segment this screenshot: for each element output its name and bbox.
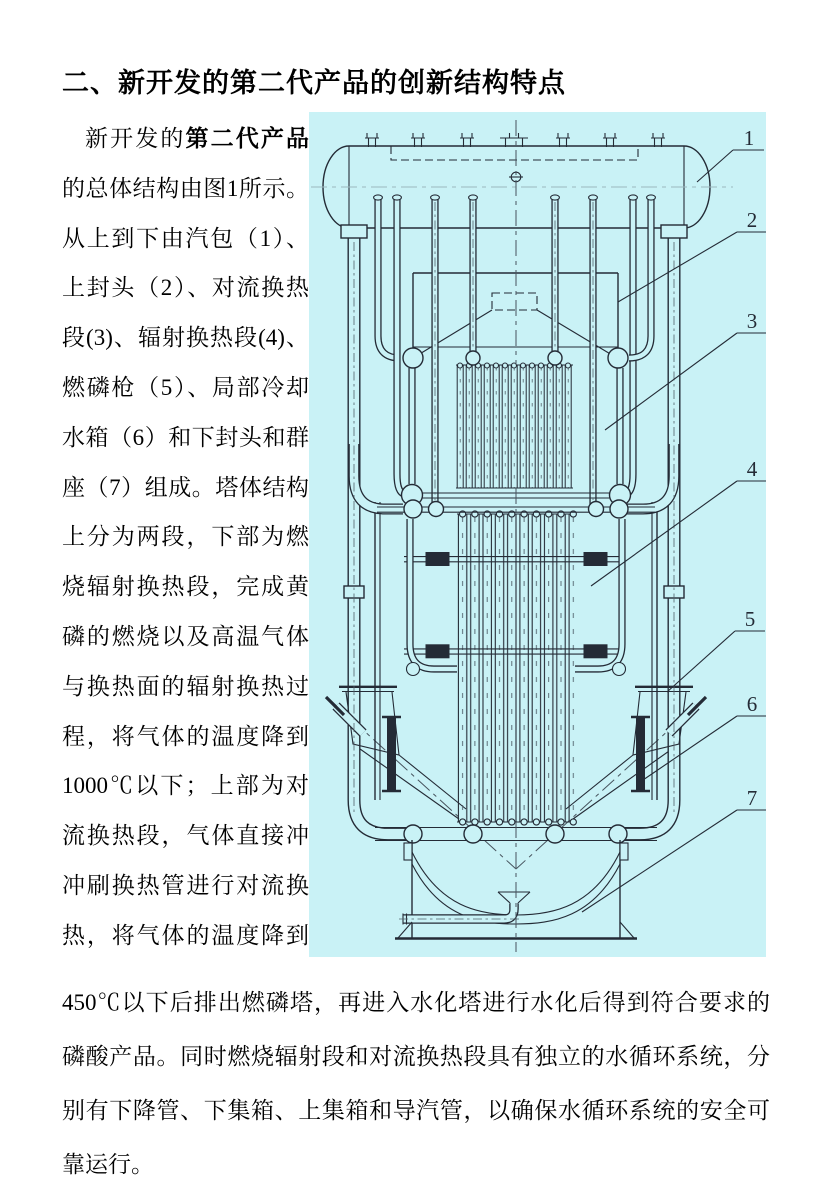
text-line: 磷酸产品。同时燃烧辐射段和对流换热段具有独立的水循环系统，分 xyxy=(62,1044,770,1069)
bottom-paragraph xyxy=(62,976,770,1192)
convection-tube-bundle xyxy=(456,365,573,488)
text-line: 1000℃以下；上部为对 xyxy=(62,773,309,799)
callout-label: 2 xyxy=(746,208,758,232)
body-text-column xyxy=(62,114,309,961)
text-run: 新开发的 xyxy=(85,126,186,151)
text-line: 从上到下由汽包（1）、 xyxy=(62,225,309,251)
text-line: 上封头（2）、对流换热 xyxy=(62,275,309,301)
text-line: 段(3)、辐射换热段(4)、 xyxy=(62,325,309,351)
callout-label: 3 xyxy=(746,309,758,333)
text-line: 热，将气体的温度降到 xyxy=(62,922,309,948)
text-line xyxy=(62,114,309,164)
callout-label: 5 xyxy=(744,607,756,631)
radiant-tube-bundle xyxy=(457,514,576,822)
text-line: 磷的燃烧以及高温气体 xyxy=(62,623,309,649)
text-line: 流换热段，气体直接冲 xyxy=(62,823,309,849)
callout-label: 7 xyxy=(746,786,758,810)
text-line: 靠运行。 xyxy=(62,1152,154,1177)
text-line: 座（7）组成。塔体结构 xyxy=(62,474,309,500)
text-line: 冲刷换热管进行对流换 xyxy=(62,872,309,898)
callout-label: 1 xyxy=(743,126,755,150)
text-line: 别有下降管、下集箱、上集箱和导汽管，以确保水循环系统的安全可 xyxy=(62,1098,770,1123)
callout-label: 4 xyxy=(746,457,758,481)
text-line: 上分为两段，下部为燃 xyxy=(62,524,309,550)
text-line: 水箱（6）和下封头和群 xyxy=(62,424,309,450)
text-run-bold: 第二代产品 xyxy=(185,126,309,151)
callout-label: 6 xyxy=(746,692,758,716)
figure-1-tower-drawing xyxy=(309,112,766,957)
text-line: 燃磷枪（5）、局部冷却 xyxy=(62,374,309,400)
text-line: 程，将气体的温度降到 xyxy=(62,723,309,749)
downcomer-flange xyxy=(661,225,687,238)
section-heading: 二、新开发的第二代产品的创新结构特点 xyxy=(62,68,566,98)
text-line: 烧辐射换热段，完成黄 xyxy=(62,574,309,600)
text-line: 与换热面的辐射换热过 xyxy=(62,673,309,699)
downcomer-flange xyxy=(341,225,367,238)
text-line: 450℃以下后排出燃磷塔，再进入水化塔进行水化后得到符合要求的 xyxy=(62,990,770,1015)
text-line: 的总体结构由图1所示。 xyxy=(62,175,309,201)
